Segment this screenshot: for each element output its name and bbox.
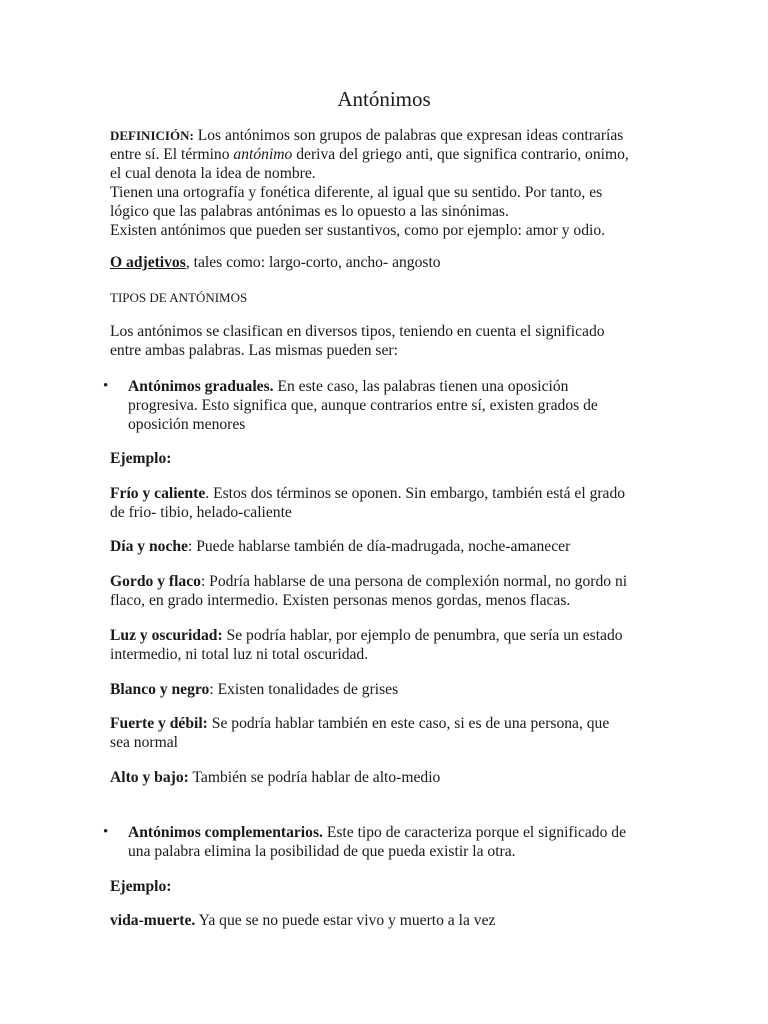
example-term: Alto y bajo:: [110, 769, 189, 786]
example-term: Día y noche: [110, 538, 188, 555]
complementarios-paragraph: [128, 823, 668, 861]
adjetivos-text: , tales como: largo-corto, ancho- angosto: [185, 254, 441, 271]
definition-line-2a: entre sí. El término: [110, 146, 234, 163]
example-text: Se podría hablar, por ejemplo de penumbra, que sería un estado: [222, 627, 623, 644]
example-term: Gordo y flaco: [110, 573, 201, 590]
complementarios-label: Antónimos complementarios.: [128, 824, 323, 841]
example-text: Ya que se no puede estar vivo y muerto a la vez: [195, 912, 496, 929]
example-frio-caliente: [110, 484, 670, 522]
graduales-paragraph: [128, 377, 668, 434]
definition-line-3: el cual denota la idea de nombre.: [110, 165, 316, 182]
example-term: Luz y oscuridad:: [110, 627, 223, 644]
example-gordo-flaco: [110, 572, 670, 610]
graduales-line-2: progresiva. Esto significa que, aunque contrarios entre sí, existen grados de: [128, 397, 598, 414]
example-text: : Puede hablarse también de día-madrugada, noche-amanecer: [187, 538, 571, 555]
graduales-line-1: En este caso, las palabras tienen una oposición: [273, 378, 569, 395]
intro-line-1: Los antónimos se clasifican en diversos tipos, teniendo en cuenta el significado: [110, 323, 605, 340]
example-luz-oscuridad: [110, 626, 670, 664]
example-text-2: flaco, en grado intermedio. Existen personas menos gordas, menos flacas.: [110, 592, 571, 609]
graduales-label: Antónimos graduales.: [128, 378, 274, 395]
example-text-2: de frio- tibio, helado-caliente: [110, 504, 292, 521]
example-blanco-negro: [110, 680, 670, 699]
ejemplo-label: Ejemplo:: [110, 450, 172, 467]
definition-line-5: lógico que las palabras antónimas es lo opuesto a las sinónimas.: [110, 203, 509, 220]
complementarios-line-1: Este tipo de caracteriza porque el significado de: [322, 824, 626, 841]
example-text: : Existen tonalidades de grises: [209, 681, 399, 698]
ejemplo-label-2: Ejemplo:: [110, 878, 172, 895]
definition-line-6: Existen antónimos que pueden ser sustantivos, como por ejemplo: amor y odio.: [110, 222, 606, 239]
example-text: Se podría hablar también en este caso, si es de una persona, que: [207, 715, 610, 732]
tipos-heading: TIPOS DE ANTÓNIMOS: [110, 290, 248, 305]
example-text-2: intermedio, ni total luz ni total oscuridad.: [110, 646, 369, 663]
intro-paragraph: [110, 322, 670, 360]
definition-term-emphasis: antónimo: [233, 146, 293, 163]
example-dia-noche: [110, 537, 670, 556]
example-term: vida-muerte.: [110, 912, 196, 929]
example-term: Fuerte y débil:: [110, 715, 208, 732]
example-vida-muerte: [110, 911, 670, 930]
example-term: Blanco y negro: [110, 681, 210, 698]
page-title: Antónimos: [337, 87, 431, 111]
definition-line-1: Los antónimos son grupos de palabras que expresan ideas contrarías: [193, 127, 624, 144]
intro-line-2: entre ambas palabras. Las mismas pueden ser:: [110, 342, 398, 359]
example-term: Frío y caliente: [110, 485, 206, 502]
bullet-graduales: •: [103, 378, 109, 394]
example-text: También se podría hablar de alto-medio: [188, 769, 441, 786]
graduales-line-3: oposición menores: [128, 416, 246, 433]
adjetivos-label: O adjetivos: [110, 254, 186, 271]
example-fuerte-debil: [110, 714, 670, 752]
adjetivos-paragraph: [110, 253, 670, 272]
definition-line-4: Tienen una ortografía y fonética diferente, al igual que su sentido. Por tanto, es: [110, 184, 603, 201]
definition-line-2b: deriva del griego anti, que significa contrario, onimo,: [292, 146, 629, 163]
example-text: : Podría hablarse de una persona de complexión normal, no gordo ni: [200, 573, 628, 590]
example-text: . Estos dos términos se oponen. Sin embargo, también está el grado: [205, 485, 626, 502]
definition-paragraph: [110, 126, 670, 240]
definition-label: DEFINICIÓN:: [110, 128, 194, 143]
bullet-complementarios: •: [103, 824, 109, 840]
example-text-2: sea normal: [110, 734, 178, 751]
example-alto-bajo: [110, 768, 670, 787]
complementarios-line-2: una palabra elimina la posibilidad de que pueda existir la otra.: [128, 843, 516, 860]
